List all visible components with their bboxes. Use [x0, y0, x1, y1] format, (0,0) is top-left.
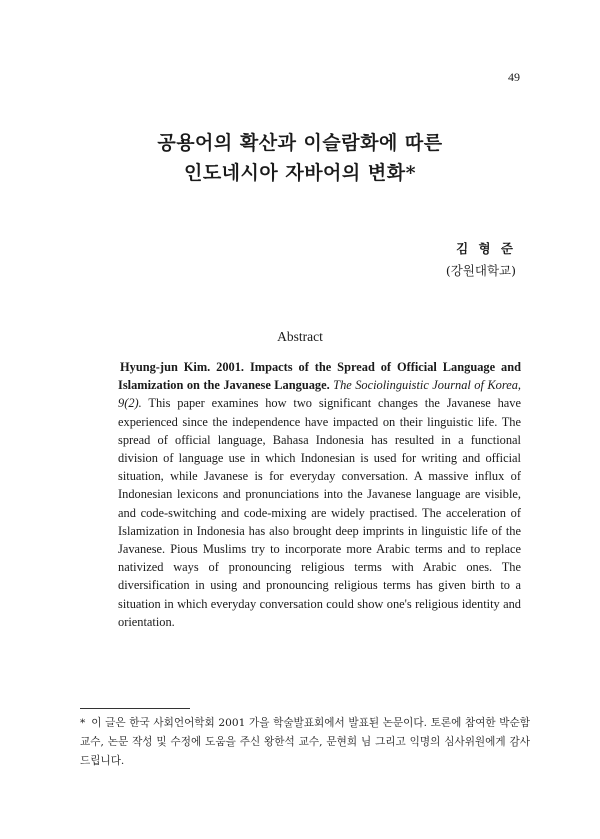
footnote-divider [80, 708, 190, 709]
journal-name: The Sociolinguistic Journal of Korea, [333, 378, 521, 393]
footnote-mark: * [80, 717, 86, 729]
title-line-2: 인도네시아 자바어의 변화* [183, 162, 417, 184]
author-name: 김 형 준 [456, 241, 516, 256]
article-title [0, 128, 600, 188]
author-block [446, 238, 516, 282]
journal-volume: 9(2). [118, 396, 142, 411]
title-line-1: 공용어의 확산과 이슬람화에 따른 [157, 132, 443, 154]
citation-title: Impacts of the Spread of Official Language and Islamization on the Javanese Language. [118, 360, 521, 393]
abstract-body [118, 358, 521, 631]
page-number: 49 [508, 70, 520, 84]
footnote [80, 714, 530, 771]
citation-author: Hyung-jun Kim. 2001. [120, 360, 245, 374]
author-affiliation: (강원대학교) [445, 263, 516, 278]
abstract-text: This paper examines how two significant changes the Javanese have experienced since the independence have impacted on their linguistic life. The spread of official language, Bahasa Indonesia has resulted in a functional division of language use in which Indonesian is used for writing and official situation, while Javanese is for everyday conversation. A massive influx of Indonesian lexicons and pronunciations into the Javanese language are visible, and code-switching and code-mixing are widely practised. The acceleration of Islamization in Indonesia has also brought deep imprints in linguistic life of the Javanese. Pious Muslims try to incorporate more Arabic terms and to replace nativized ways of pronouncing religious terms with Arabic ones. The diversification in using and pronouncing religious terms has given birth to a situation in which everyday conversation could show one's religious identity and orientation. [118, 396, 521, 629]
footnote-text: 이 글은 한국 사회언어학회 2001 가을 학술발표회에서 발표된 논문이다. 토론에 참여한 박순함 교수, 논문 작성 및 수정에 도움을 주신 왕한석 교수, 문현희 님 그리고 익명의 심사위원에게 감사드립니다. [80, 717, 530, 767]
abstract-heading: Abstract [277, 329, 323, 344]
